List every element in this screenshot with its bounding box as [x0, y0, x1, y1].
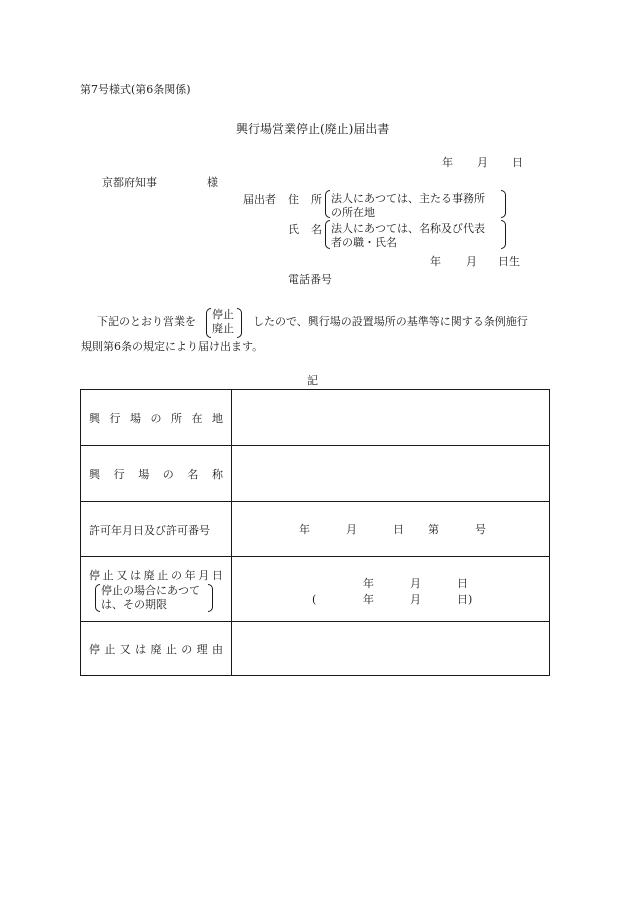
ki-heading: 記	[307, 374, 318, 387]
venue-name-label-cell	[81, 446, 232, 502]
name-note-line-1: 法人にあつては、名称及び代表	[331, 222, 485, 235]
name-label-1: 氏	[288, 223, 299, 236]
permit-input[interactable]	[232, 502, 549, 557]
document-title: 興行場営業停止(廃止)届出書	[236, 122, 390, 136]
deadline-note-line-1: 停止の場合にあつて	[101, 584, 200, 597]
deadline-month: 月	[410, 593, 421, 606]
deadline-note-right-brace	[208, 584, 213, 612]
deadline-year: 年	[363, 593, 374, 606]
form-number: 第7号様式(第6条関係)	[80, 83, 191, 96]
date-day: 日	[512, 156, 523, 169]
suspension-day: 日	[457, 577, 468, 590]
table-row	[81, 445, 549, 502]
deadline-note-line-2: は、その期限	[101, 598, 167, 611]
option-left-brace	[206, 308, 211, 338]
address-note-left-brace	[325, 190, 330, 218]
permit-go: 号	[475, 523, 486, 536]
suspension-date-input[interactable]	[232, 557, 549, 622]
body-text-line-2: 規則第6条の規定により届け出ます。	[81, 340, 264, 353]
address-note-line-1: 法人にあつては、主たる事務所	[331, 192, 485, 205]
suspension-date-label-cell	[81, 557, 232, 622]
reason-input[interactable]	[232, 622, 549, 676]
addressee-name: 京都府知事	[102, 176, 157, 189]
body-text-after: したので、興行場の設置場所の基準等に関する条例施行	[253, 315, 528, 328]
birth-day: 日生	[498, 255, 520, 268]
suspension-year: 年	[363, 577, 374, 590]
birth-year: 年	[430, 255, 441, 268]
deadline-open-paren: (	[312, 593, 317, 606]
address-note-line-2: の所在地	[331, 206, 375, 219]
table-row	[81, 390, 549, 445]
permit-day: 日	[393, 523, 404, 536]
address-note-right-brace	[501, 190, 506, 218]
deadline-note-left-brace	[95, 584, 100, 612]
venue-name-input[interactable]	[232, 446, 549, 502]
body-text-before: 下記のとおり営業を	[97, 315, 196, 328]
phone-label: 電話番号	[288, 273, 332, 286]
permit-label: 許可年月日及び許可番号	[89, 523, 210, 537]
table-row	[81, 621, 549, 676]
location-label: 興 行 場 の 所 在 地	[89, 411, 223, 425]
suspension-month: 月	[410, 577, 421, 590]
table-row	[81, 501, 549, 557]
reason-label: 停 止 又 は 廃 止 の 理 由	[89, 643, 223, 656]
suspension-date-label: 停 止 又 は 廃 止 の 年 月 日	[89, 569, 223, 582]
details-table	[80, 389, 550, 676]
address-label-2: 所	[311, 193, 322, 206]
birth-month: 月	[466, 255, 477, 268]
deadline-day: 日)	[457, 593, 473, 606]
permit-month: 月	[346, 523, 357, 536]
venue-name-label: 興 行 場 の 名 称	[89, 468, 223, 481]
address-label-1: 住	[288, 193, 299, 206]
permit-year: 年	[299, 523, 310, 536]
reason-label-cell	[81, 622, 232, 676]
permit-label-cell	[81, 502, 232, 557]
date-year: 年	[442, 156, 453, 169]
applicant-label: 届出者	[243, 193, 276, 206]
location-label-cell	[81, 390, 232, 445]
date-month: 月	[477, 156, 488, 169]
table-row	[81, 556, 549, 622]
name-note-line-2: 者の職・氏名	[331, 236, 397, 249]
option-stop: 停止	[212, 308, 234, 321]
option-right-brace	[237, 308, 242, 338]
option-abolish: 廃止	[212, 322, 234, 335]
addressee-honorific: 様	[207, 176, 218, 189]
location-input[interactable]	[232, 390, 549, 445]
permit-dai: 第	[428, 523, 439, 536]
name-note-right-brace	[501, 220, 506, 249]
name-label-2: 名	[311, 223, 322, 236]
name-note-left-brace	[325, 220, 330, 249]
